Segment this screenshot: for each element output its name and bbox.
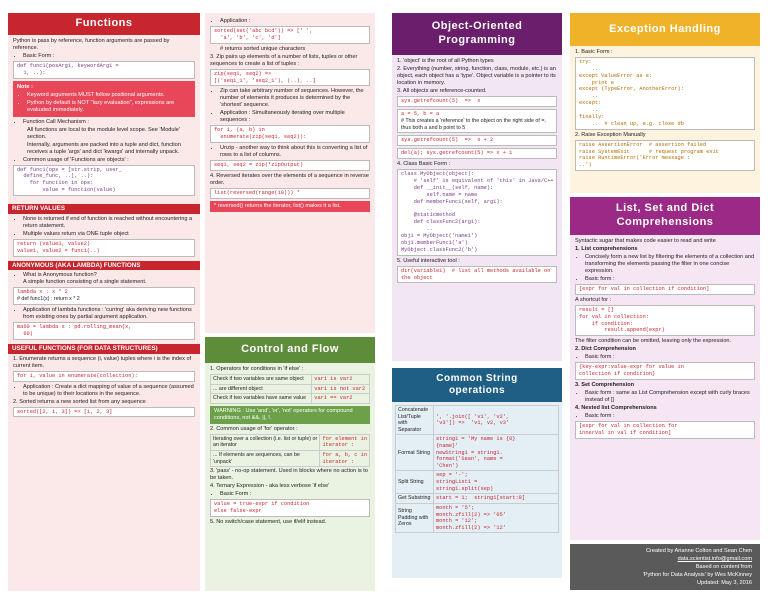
footer-authors: Created by Arianne Colton and Sean Chen (645, 548, 752, 554)
return-item: • Multiple values return via ONE tuple object (23, 231, 195, 238)
zip-code: zip(seq1, seq2) => [('seq1_1', 'seq2_1'), (..), ..] (210, 69, 370, 87)
table-label-cell: Split String (396, 471, 434, 494)
table-label-cell: Check if two variables have same value (211, 394, 312, 404)
table-row (396, 494, 559, 504)
exception-code: try: .. except ValueError as e: print e except (TypeError, AnotherError): .. except: .. finally: .. # clean up, e.g. close db (575, 57, 755, 130)
shortcut-desc: A shortcut for : (575, 296, 612, 303)
footer-based-on: Based on content from (695, 564, 752, 571)
string-header (392, 368, 562, 402)
return-values-header: RETURN VALUES (8, 204, 200, 214)
for-desc: 2. Common usage of 'for' operator : (210, 425, 298, 432)
footer-email[interactable]: data.scientist.info@gmail.com (677, 556, 752, 563)
table-label-cell: String Padding with Zeros (396, 503, 434, 532)
functions-header (8, 13, 200, 35)
class-code: class MyObject(object): # 'self' is equivalent of 'this' in Java/C++ def __init__(self, name): self.name = name def memberFunc1(self, arg1): .. @staticmethod def classFunc2(arg1): .. obj1 = MyObject('name1') obj1.memberFunc1('a') MyObject.classFunc2('b') (397, 169, 557, 256)
oop-title-2: Programming (438, 34, 516, 46)
nested-comp-basic: • Basic form : (585, 413, 755, 420)
dict-comp-code: {key-expr:value-expr for value in collection if condition} (575, 362, 755, 380)
unzip-code: seq1, seq2 = zip(*zipOutput) (210, 160, 370, 171)
control-flow-header (205, 337, 375, 363)
lambda-code-text: lambda x : x * 2 (17, 289, 68, 296)
pass-desc: 3. 'pass' - no-op statement. Used in blocks where no action is to be taken. (210, 468, 368, 482)
anonymous-item: • What is Anonymous function? A simple function consisting of a single statement. (23, 272, 195, 286)
control-flow-panel (205, 337, 375, 591)
comp-title-1: List, Set and Dict (615, 202, 715, 215)
anonymous-header: ANONYMOUS (AKA LAMBDA) FUNCTIONS (8, 261, 200, 271)
table-row (396, 503, 559, 532)
table-label-cell: Concatenate List/Tuple with Separator (396, 406, 434, 435)
call-item: Internally, arguments are packed into a tuple and dict, function receives a tuple 'args' and dict 'kwargs' and internally unpack. (27, 141, 181, 155)
sorted-desc: 2. Sorted returns a new sorted list from any sequence (13, 398, 146, 405)
sorted-code: sorted([2, 1, 3]) => [1, 2, 3] (13, 407, 195, 418)
reversed-desc: 4. Reversed iterates over the elements of a sequence in reverse order. (210, 172, 369, 186)
table-row (396, 471, 559, 494)
reversed-note: * reversed() returns the iterator, list() makes it a list. (210, 201, 370, 212)
list-comp-basic: • Basic form : (585, 276, 755, 283)
refcount-code-1: sys.getrefcount(5) => x (397, 96, 557, 107)
common-usage: • Common usage of 'Functions are objects' : (23, 157, 195, 164)
refcount-comment: # This creates a 'reference' to the object on the right side of =, thus both a and b point to 5 (401, 117, 546, 131)
comp-intro: Syntactic sugar that makes code easier to read and write (575, 238, 716, 244)
zip-item: • Application : Simultaneously iterating over multiple sequences : (220, 110, 370, 124)
anonymous-item: • Application of lambda functions : 'curring' aka deriving new functions from existing ones by partial argument application. (23, 307, 195, 321)
ma60-code: ma60 = lambda x : pd.rolling_mean(x, 60) (13, 322, 195, 340)
table-label-cell: ... If elements are sequences, can be 'unpack' (211, 450, 320, 466)
table-label-cell: Get Substring (396, 494, 434, 504)
table-code-cell: string1 = 'My name is {0} {name}' newString1 = string1. format('Sean', name = 'Chen') (434, 435, 559, 471)
refcount-code-3: sys.getrefcount(5) => x + 2 (397, 135, 557, 146)
table-code-cell: month = '5'; month.zfill(2) => '05' month = '12'; month.zfill(2) => '12' (434, 503, 559, 532)
nested-comp-code: [expr for val in collection for innerVal in val if condition] (575, 421, 755, 439)
for-table (210, 434, 370, 467)
comp-title-2: Comprehensions (616, 216, 714, 228)
operators-table (210, 374, 370, 404)
ternary-code: value = true-expr if condition else false-expr (210, 499, 370, 517)
call-mechanism: • Function Call Mechanism : (23, 119, 195, 126)
reversed-code: list(reversed(range(10))) * (210, 188, 370, 199)
string-table (395, 405, 559, 533)
dict-comp-title: 2. Dict Comprehension (575, 346, 636, 353)
table-row (211, 450, 370, 466)
nested-comp-title: 4. Nested list Comprehensions (575, 404, 657, 411)
list-comp-title: 1. List comprehensions (575, 245, 638, 252)
table-label-cell: Format String (396, 435, 434, 471)
warning-box: WARNING : Use 'and', 'or', 'not' operators for compound conditions, not &&, ||, !. (210, 406, 370, 424)
functions-basic-form: • Basic Form : (23, 53, 195, 60)
enumerate-app: • Application : Create a dict mapping of value of a sequence (assumed to be unique) to their locations in the sequence. (23, 384, 195, 398)
set-comp-title: 3. Set Comprehension (575, 381, 635, 388)
functions-intro: Python is pass by reference, function arguments are passed by reference. (13, 38, 170, 51)
unzip-desc: • Unzip - another way to think about this is converting a list of rows to a list of columns. (220, 145, 370, 159)
table-row (211, 374, 370, 384)
functions-note (13, 81, 195, 117)
exception-panel (570, 13, 760, 193)
table-label-cell: Check if two variables are same object (211, 374, 312, 384)
table-code-cell: start = 1; string1[start:8] (434, 494, 559, 504)
comprehension-header (570, 197, 760, 235)
ternary-desc: 4. Ternary Expression - aka less verbose 'if else' (210, 483, 330, 490)
raise-code: raise AssertionError # assertion failed raise SystemExit # request program exit raise RuntimeError('Error message : ..') (575, 140, 755, 172)
table-row (211, 394, 370, 404)
class-desc: 4. Class Basic Form : (397, 161, 451, 168)
useful-functions-header: USEFUL FUNCTIONS (FOR DATA STRUCTURES) (8, 344, 200, 354)
exception-title: Exception Handling (609, 22, 721, 35)
oop-item: 3. All objects are reference-counted. (397, 87, 487, 94)
note-item: • Keyword arguments MUST follow positional arguments. (27, 92, 191, 99)
footer-updated: Updated: May 3, 2016 (696, 580, 752, 587)
footer-book: 'Python for Data Analysis' by Wes McKinney (642, 572, 752, 579)
ternary-basic: • Basic Form : (220, 491, 370, 498)
string-panel (392, 368, 562, 578)
table-code-cell: sep = '-'; stringList1 = string1.split(sep) (434, 471, 559, 494)
operators-desc: 1. Operators for conditions in 'if else' : (210, 366, 304, 372)
table-row (396, 406, 559, 435)
table-code-cell: for a, b, c in iterator : (320, 450, 370, 466)
call-item: All functions are local to the module level scope. See 'Module' section. (27, 126, 180, 140)
zip-item: • Zip can take arbitrary number of sequences. However, the number of elements it produces is determined by the 'shortest' sequence. (220, 88, 370, 109)
dict-comp-basic: • Basic form : (585, 354, 755, 361)
string-title-1: Common String (436, 372, 518, 384)
comprehension-panel (570, 197, 760, 540)
table-code-cell: ', '.join([ 'v1', 'v2', 'v3']) => 'v1, v2, v3' (434, 406, 559, 435)
useful-functions-cont (205, 13, 375, 333)
functions-column (8, 13, 200, 591)
switch-desc: 5. No switch/case statement, use if/elif instead. (210, 518, 327, 525)
exception-header (570, 13, 760, 46)
oop-header (392, 13, 562, 55)
lambda-comment: # def func1(x) : return x * 2 (17, 296, 80, 303)
zip2-code: for i, (a, b) in enumerate(zip(seq1, seq2)): (210, 125, 370, 143)
functions-basic-code: def func1(posArg1, keywordArg1 = 1, ..): (13, 61, 195, 79)
set-comp-basic: • Basic form : same as List Comprehension except with curly braces instead of [] (585, 390, 755, 404)
oop-title-1: Object-Oriented (431, 20, 523, 33)
tool-desc: 5. Useful interactive tool : (397, 257, 460, 264)
note-item: • Python by default is NOT "lazy evaluation", expressions are evaluated immediately. (27, 100, 191, 114)
table-code-cell: var1 is not var2 (312, 384, 370, 394)
footer (570, 544, 760, 590)
lambda-code (13, 287, 195, 305)
return-item: • None is returned if end of function is reached without encountering a return statement. (23, 216, 195, 230)
control-flow-title: Control and Flow (241, 343, 339, 356)
table-code-cell: for element in iterator : (320, 434, 370, 450)
zip-desc: 3. Zip pairs up elements of a number of lists, tuples or other sequences to create a list of tuples : (210, 53, 358, 67)
set-code: sorted(set('abc bcd')) => [' ', 'a', 'b', 'c', 'd'] (210, 26, 370, 44)
shortcut-code: result = [] for val in collection: if condition: result.append(expr) (575, 305, 755, 337)
table-label-cell: Iterating over a collection (i.e. list or tuple) or an iterator (211, 434, 320, 450)
table-code-cell: var1 is var2 (312, 374, 370, 384)
functions-objects-code: def func1(ops = [str.strip, user_ define_func, ..], ..): for function in ops: value = function(value) (13, 165, 195, 197)
refcount-code-2 (397, 109, 557, 134)
refcount-assign: a = 5, b = a (401, 110, 440, 117)
raise-desc: 2. Raise Exception Manually (575, 131, 646, 138)
list-comp-code: [expr for val in collection if condition] (575, 284, 755, 295)
oop-item: 2. Everything (number, string, function, class, module, etc.) is an object, each object has a 'type'. Object variable is a pointer to its location in memory. (397, 65, 556, 86)
refcount-code-4: del(a); sys.getrefcount(5) => x + 1 (397, 148, 557, 159)
functions-title: Functions (75, 17, 133, 30)
string-title-2: operations (448, 385, 506, 396)
table-code-cell: var1 == var2 (312, 394, 370, 404)
list-comp-desc: • Concisely form a new list by filtering the elements of a collection and transforming the elements passing the filter in one concise expression. (585, 254, 755, 275)
enumerate-code: for i, value in enumerate(collection): (13, 371, 195, 382)
table-row (211, 384, 370, 394)
note-title: Note : (17, 83, 33, 90)
dir-code: dir(variable1) # list all methods available on the object (397, 266, 557, 284)
oop-panel (392, 13, 562, 361)
table-row (211, 434, 370, 450)
app-label: • Application : (220, 18, 370, 25)
table-label-cell: ... are different object (211, 384, 312, 394)
set-comment: # returns sorted unique characters (220, 45, 306, 52)
table-row (396, 435, 559, 471)
enumerate-desc: 1. Enumerate returns a sequence (i, value) tuples where i is the index of current item. (13, 355, 192, 369)
oop-item: 1. 'object' is the root of all Python types (397, 58, 494, 64)
return-code: return (value1, value2) value1, value2 = func1(..) (13, 239, 195, 257)
omit-desc: The filter condition can be omitted, leaving only the expression. (575, 338, 732, 345)
exception-basic: 1. Basic Form : (575, 49, 613, 55)
